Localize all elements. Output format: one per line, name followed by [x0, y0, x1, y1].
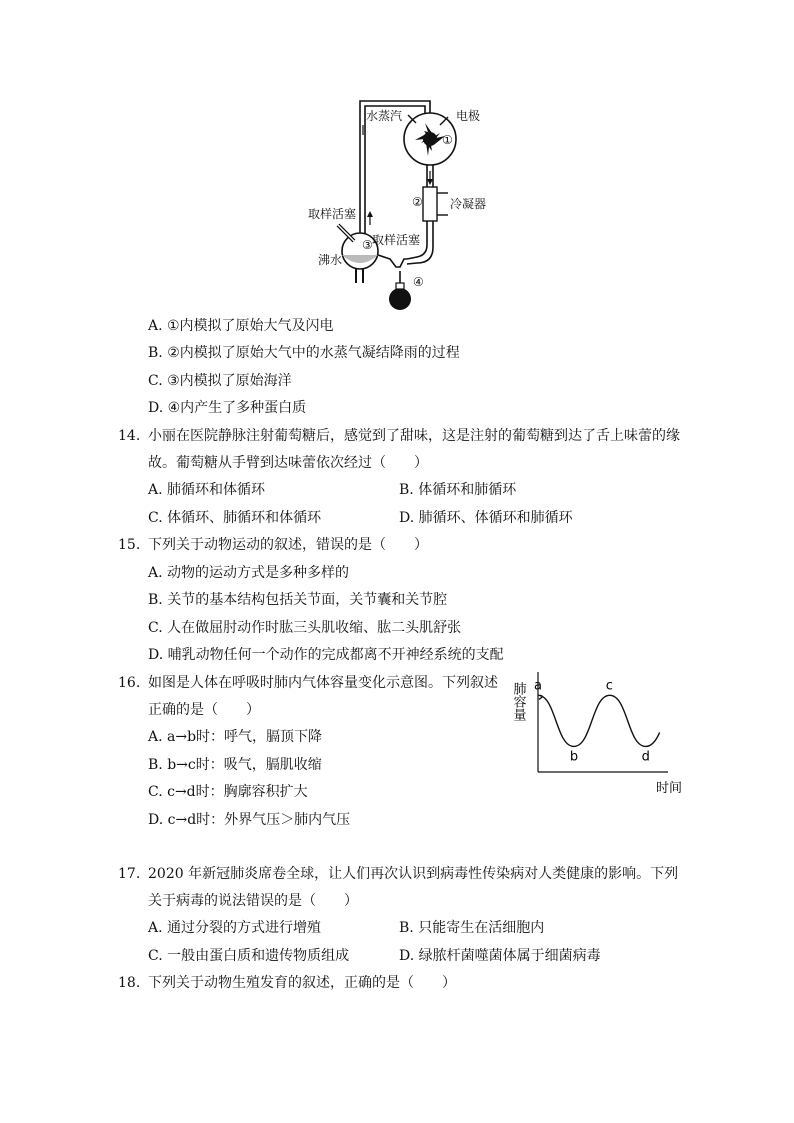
condenser-label: 冷凝器 — [450, 197, 487, 211]
series-line — [538, 695, 660, 746]
lung-volume-chart — [510, 672, 683, 802]
q14-stem-line1: 小丽在医院静脉注射葡萄糖后，感觉到了甜味，这是注射的葡萄糖到达了舌上味蕾的缘 — [148, 428, 680, 444]
sampling-valve-left-label: 取样活塞 — [308, 207, 357, 221]
point-label-b: b — [569, 749, 579, 765]
mark-1-label: ① — [442, 133, 453, 147]
point-label-d: d — [641, 749, 650, 765]
point-label-a: a — [534, 678, 542, 694]
q17-stem-line1: 2020 年新冠肺炎席卷全球，让人们再次认识到病毒性传染病对人类健康的影响。下列 — [148, 866, 679, 882]
q15-option-a: A. 动物的运动方式是多种多样的 — [148, 565, 350, 581]
q17-number: 17. — [118, 866, 141, 882]
mark-3-label: ③ — [362, 238, 373, 252]
q15-option-b: B. 关节的基本结构包括关节面，关节囊和关节腔 — [148, 592, 448, 608]
q14-stem-line2: 故。葡萄糖从手臂到达味蕾依次经过（ ） — [148, 455, 428, 471]
q17-stem-line2: 关于病毒的说法错误的是（ ） — [148, 893, 358, 909]
q16-stem-line1: 如图是人体在呼吸时肺内气体容量变化示意图。下列叙述 — [148, 675, 498, 691]
chart-ylabel: 肺容量 — [510, 682, 526, 721]
q17-option-c: C. 一般由蛋白质和遗传物质组成 — [148, 948, 350, 964]
q13-option-d: D. ④内产生了多种蛋白质 — [148, 400, 307, 416]
q16-number: 16. — [118, 675, 141, 691]
q14-option-b: B. 体循环和肺循环 — [399, 482, 517, 498]
q17-option-d: D. 绿脓杆菌噬菌体属于细菌病毒 — [399, 948, 601, 964]
boiling-water-label: 沸水 — [318, 253, 343, 267]
point-label-c: c — [605, 678, 613, 694]
mark-4-label: ④ — [413, 275, 424, 289]
q18-stem: 下列关于动物生殖发育的叙述，正确的是（ ） — [148, 975, 456, 991]
q16-option-b: B. b→c时：吸气，膈肌收缩 — [148, 757, 322, 773]
q14-option-d: D. 肺循环、体循环和肺循环 — [399, 510, 573, 526]
q15-option-d: D. 哺乳动物任何一个动作的完成都离不开神经系统的支配 — [148, 647, 504, 663]
q13-option-a: A. ①内模拟了原始大气及闪电 — [148, 318, 334, 334]
q15-option-c: C. 人在做屈肘动作时肱三头肌收缩、肱二头肌舒张 — [148, 620, 462, 636]
q14-option-c: C. 体循环、肺循环和体循环 — [148, 510, 322, 526]
q17-option-b: B. 只能寄生在活细胞内 — [399, 920, 545, 936]
q15-number: 15. — [118, 537, 141, 553]
q14-number: 14. — [118, 428, 141, 444]
q16-stem-line2: 正确的是（ ） — [148, 702, 260, 718]
q16-option-d: D. c→d时：外界气压＞肺内气压 — [148, 812, 351, 828]
q13-option-b: B. ②内模拟了原始大气中的水蒸气凝结降雨的过程 — [148, 345, 460, 361]
q15-stem: 下列关于动物运动的叙述，错误的是（ ） — [148, 537, 428, 553]
q17-option-a: A. 通过分裂的方式进行增殖 — [148, 920, 322, 936]
q16-option-c: C. c→d时：胸廓容积扩大 — [148, 784, 308, 800]
electrode-label: 电极 — [456, 109, 481, 123]
mark-2-label: ② — [412, 195, 423, 209]
steam-label: 水蒸汽 — [366, 109, 403, 123]
q16-option-a: A. a→b时：呼气，膈顶下降 — [148, 729, 323, 745]
sampling-valve-right-label: 取样活塞 — [372, 233, 421, 247]
q13-option-c: C. ③内模拟了原始海洋 — [148, 373, 292, 389]
miller-apparatus-diagram — [300, 95, 500, 315]
chart-xlabel: 时间 — [656, 781, 683, 796]
q14-option-a: A. 肺循环和体循环 — [148, 482, 266, 498]
q18-number: 18. — [118, 975, 141, 991]
